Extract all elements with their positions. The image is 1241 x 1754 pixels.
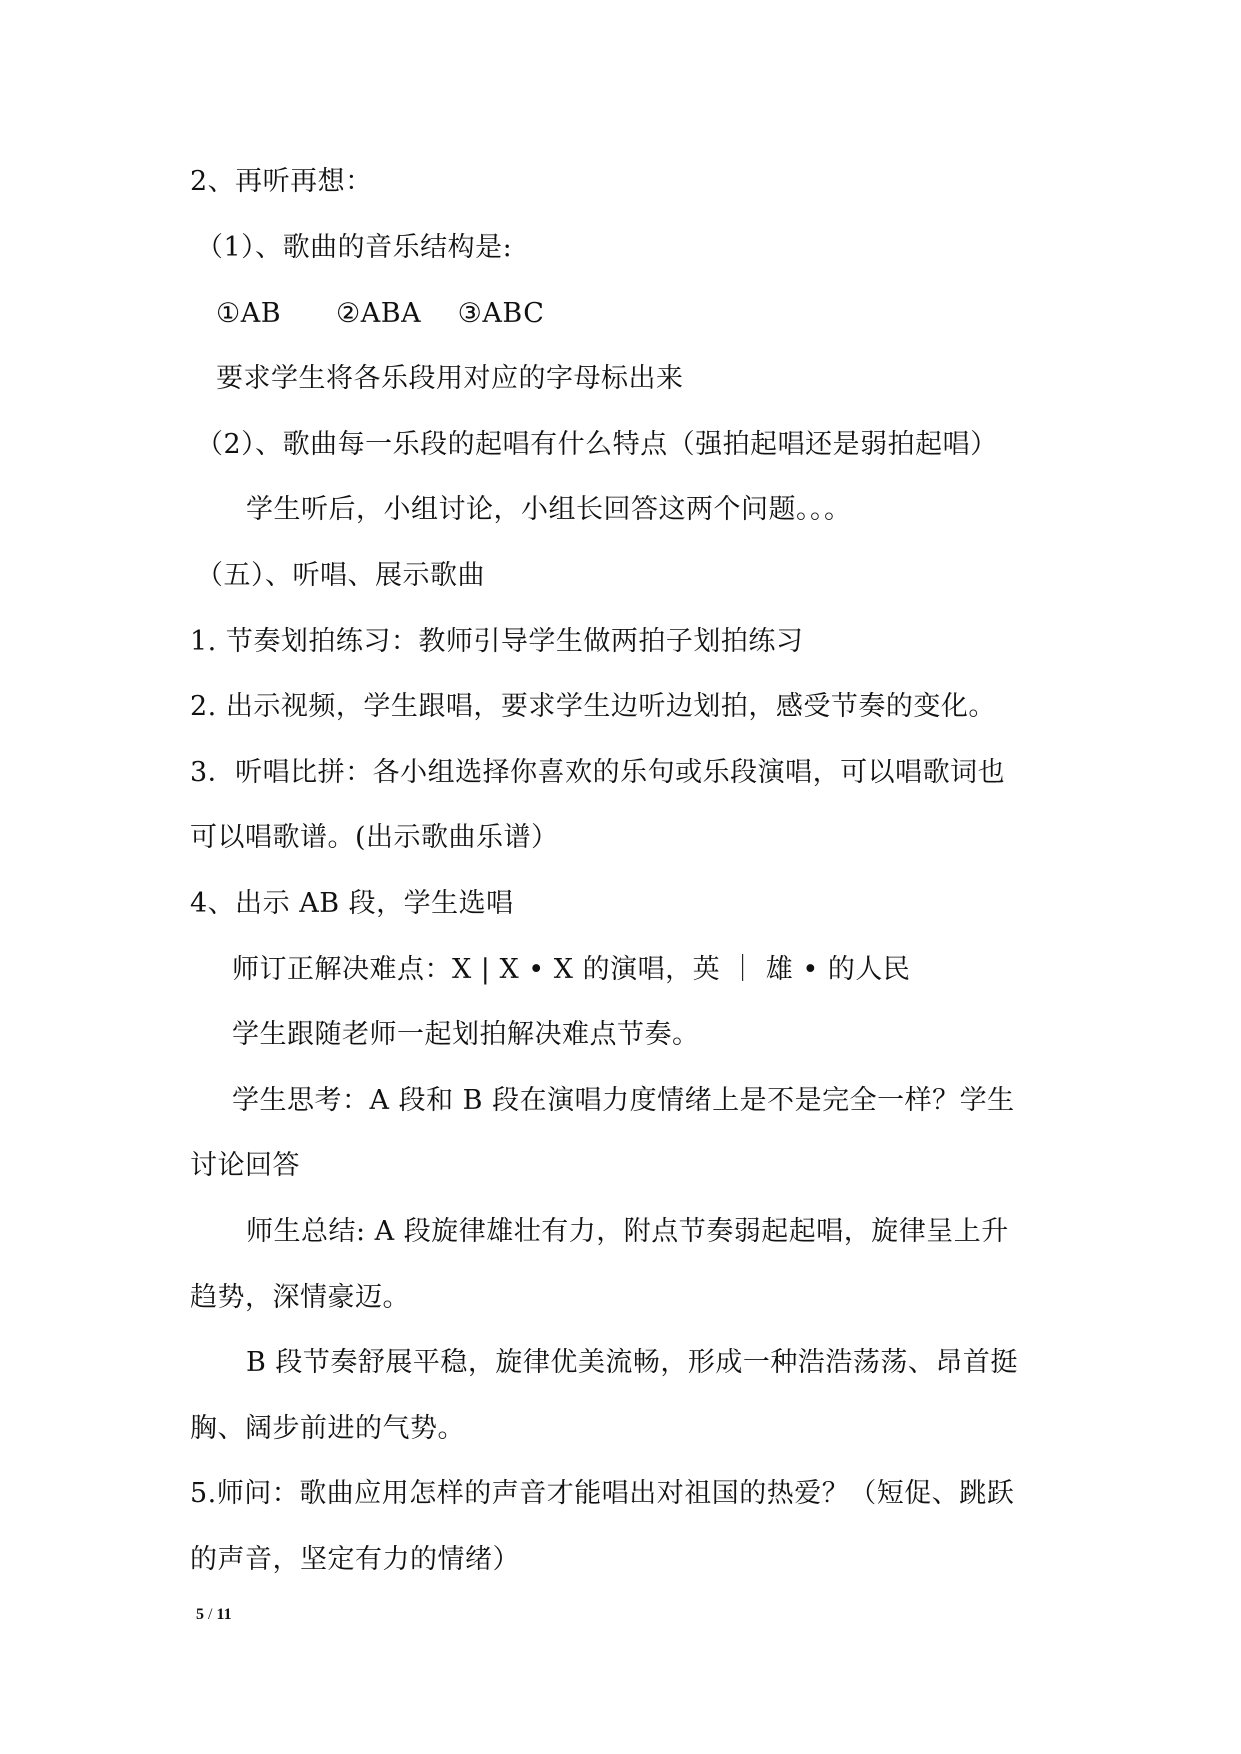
step-1-rhythm: 1. 节奏划拍练习：教师引导学生做两拍子划拍练习 <box>190 626 804 657</box>
question-2-entry: （2）、歌曲每一乐段的起唱有什么特点（强拍起唱还是弱拍起唱） <box>196 429 998 460</box>
page-current: 5 <box>196 1606 204 1623</box>
summary-b: B 段节奏舒展平稳，旋律优美流畅，形成一种浩浩荡荡、昂首挺 <box>246 1347 1018 1378</box>
step-5-teacher-asks: 5.师问：歌曲应用怎样的声音才能唱出对祖国的热爱？（短促、跳跃 <box>190 1478 1015 1509</box>
section-heading-five: （五）、听唱、展示歌曲 <box>196 560 485 591</box>
structure-options: ①AB ②ABA ③ABC <box>216 298 545 329</box>
students-think: 学生思考：A 段和 B 段在演唱力度情绪上是不是完全一样？学生 <box>232 1085 1015 1116</box>
summary-a: 师生总结: A 段旋律雄壮有力，附点节奏弱起起唱，旋律呈上升 <box>246 1216 1009 1247</box>
instruction-mark-sections: 要求学生将各乐段用对应的字母标出来 <box>216 363 684 394</box>
step-4-show-ab: 4、出示 AB 段，学生选唱 <box>190 888 514 919</box>
students-discuss: 学生听后，小组讨论，小组长回答这两个问题。。。 <box>246 494 852 525</box>
page-number <box>196 1606 232 1624</box>
step-3-contest: 3．听唱比拼：各小组选择你喜欢的乐句或乐段演唱，可以唱歌词也 <box>190 757 1006 788</box>
students-think-cont: 讨论回答 <box>190 1150 300 1181</box>
page-separator: / <box>204 1606 217 1623</box>
section-heading-listen-again: 2、再听再想： <box>190 166 373 197</box>
teacher-correct: 师订正解决难点：X | X • X 的演唱，英 ｜ 雄 • 的人民 <box>232 954 911 985</box>
question-1-structure: （1）、歌曲的音乐结构是: <box>196 232 513 263</box>
summary-a-cont: 趋势，深情豪迈。 <box>190 1282 410 1313</box>
step-3-contest-cont: 可以唱歌谱。(出示歌曲乐谱） <box>190 822 559 853</box>
students-follow: 学生跟随老师一起划拍解决难点节奏。 <box>232 1019 700 1050</box>
summary-b-cont: 胸、阔步前进的气势。 <box>190 1413 465 1444</box>
page-total: 11 <box>216 1606 232 1623</box>
step-2-video: 2. 出示视频，学生跟唱，要求学生边听边划拍，感受节奏的变化。 <box>190 691 996 722</box>
step-5-teacher-asks-cont: 的声音，坚定有力的情绪） <box>190 1544 520 1575</box>
